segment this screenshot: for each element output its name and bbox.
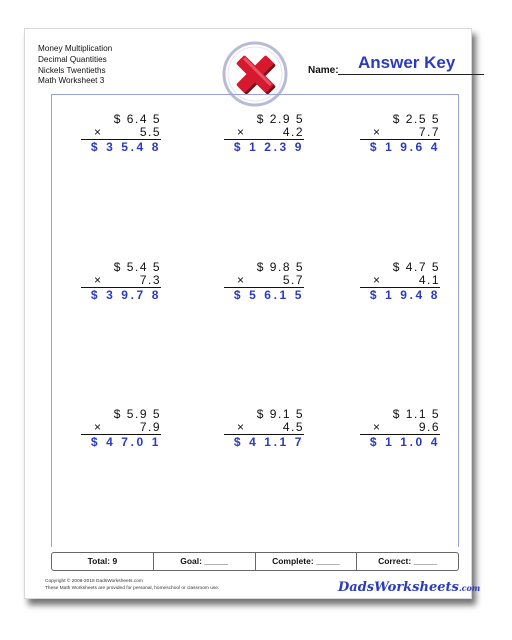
multiplier-row	[81, 126, 161, 141]
multiplicand: $ 6.4 5	[113, 112, 161, 126]
answer-key-title: Answer Key	[358, 53, 456, 72]
answer: $ 1 1.0 4	[369, 435, 440, 450]
answer: $ 4 1.1 7	[233, 435, 304, 450]
multiplier-row	[81, 421, 161, 436]
answer: $ 3 9.7 8	[90, 288, 161, 303]
multiplier-row	[81, 274, 161, 289]
answer: $ 3 5.4 8	[90, 140, 161, 155]
times-sign: ×	[94, 419, 102, 434]
score-table	[51, 552, 459, 571]
multiplier-row	[360, 126, 440, 141]
problem-area	[51, 94, 459, 547]
problem-6	[360, 261, 440, 302]
answer: $ 4 7.0 1	[90, 435, 161, 450]
multiplier: 4.5	[282, 419, 304, 434]
multiplicand: $ 1.1 5	[392, 407, 440, 421]
brand-tld: .com	[458, 583, 481, 593]
problem-8	[224, 408, 304, 449]
name-field-line[interactable]	[338, 74, 484, 75]
brand-logo	[338, 580, 480, 595]
problem-4	[81, 261, 161, 302]
problem-7	[81, 408, 161, 449]
problem-3	[360, 113, 440, 154]
times-sign: ×	[94, 272, 102, 287]
times-sign: ×	[237, 124, 245, 139]
multiplier: 4.1	[418, 272, 440, 287]
title-line: Decimal Quantities	[38, 54, 107, 64]
multiplier: 7.9	[139, 419, 161, 434]
problem-5	[224, 261, 304, 302]
multiplier-row	[224, 421, 304, 436]
multiplier: 7.7	[418, 124, 440, 139]
title-line: Math Worksheet 3	[38, 76, 105, 86]
multiplier-row	[360, 421, 440, 436]
goal-cell[interactable]: Goal: _____	[154, 553, 256, 570]
answer: $ 1 2.3 9	[233, 140, 304, 155]
multiplier: 9.6	[418, 419, 440, 434]
multiplier: 7.3	[139, 272, 161, 287]
total-cell: Total: 9	[52, 553, 154, 570]
correct-cell[interactable]: Correct: _____	[378, 556, 438, 566]
copyright-line: These Math Worksheets are provided for personal, homeschool or classroom use.	[45, 585, 220, 591]
multiplier-row	[224, 274, 304, 289]
answer: $ 1 9.6 4	[369, 140, 440, 155]
times-sign: ×	[94, 124, 102, 139]
brand-name: DadsWorksheets	[338, 580, 459, 595]
times-sign: ×	[237, 272, 245, 287]
problem-1	[81, 113, 161, 154]
complete-cell[interactable]: Complete: _____	[256, 553, 358, 570]
multiplicand: $ 9.1 5	[256, 407, 304, 421]
answer: $ 5 6.1 5	[233, 288, 304, 303]
multiplier: 5.7	[282, 272, 304, 287]
multiplier-row	[360, 274, 440, 289]
name-label: Name:	[308, 65, 339, 76]
title-line: Nickels Twentieths	[38, 65, 106, 75]
multiplicand: $ 9.8 5	[256, 260, 304, 274]
worksheet-title	[38, 44, 112, 87]
times-sign: ×	[237, 419, 245, 434]
problem-9	[360, 408, 440, 449]
times-sign: ×	[373, 124, 381, 139]
multiplicand: $ 5.4 5	[113, 260, 161, 274]
multiplicand: $ 4.7 5	[392, 260, 440, 274]
multiplicand: $ 5.9 5	[113, 407, 161, 421]
multiplier-row	[224, 126, 304, 141]
multiplicand: $ 2.5 5	[392, 112, 440, 126]
title-line: Money Multiplication	[38, 44, 113, 53]
copyright-notice	[45, 579, 219, 592]
times-sign: ×	[373, 272, 381, 287]
multiplier: 4.2	[282, 124, 304, 139]
problem-2	[224, 113, 304, 154]
multiplicand: $ 2.9 5	[256, 112, 304, 126]
answer: $ 1 9.4 8	[369, 288, 440, 303]
times-sign: ×	[373, 419, 381, 434]
copyright-line: Copyright © 2008-2018 DadsWorksheets.com	[45, 579, 143, 584]
multiplier: 5.5	[139, 124, 161, 139]
